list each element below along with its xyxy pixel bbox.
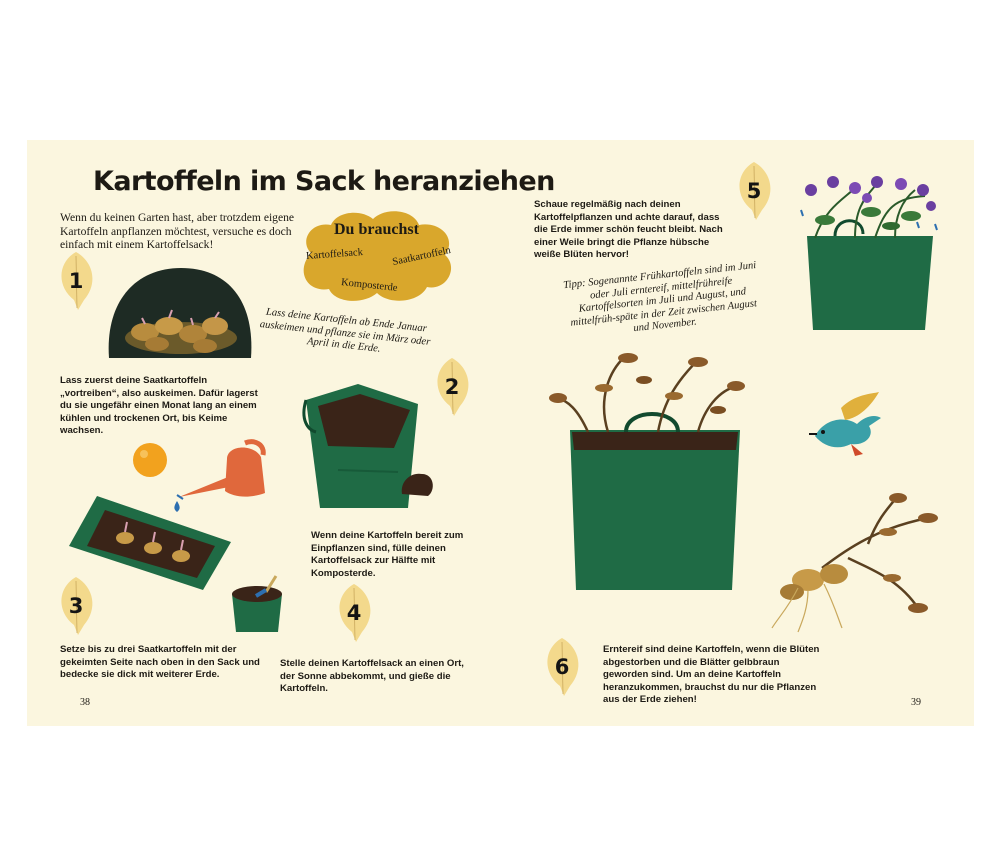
- materials-item: Kartoffelsack: [305, 247, 364, 262]
- step-number: 6: [554, 655, 570, 679]
- page-number: 39: [911, 697, 921, 708]
- soil-pot-illustration: [226, 572, 288, 638]
- soil-clump-illustration: [398, 468, 438, 500]
- materials-item: Saatkartoffeln: [391, 244, 452, 269]
- page-title: Kartoffeln im Sack heranziehen: [93, 166, 555, 197]
- step-number: 4: [346, 601, 362, 625]
- growing-sack-illustration: [548, 340, 763, 595]
- sprouting-potatoes-illustration: [105, 262, 255, 362]
- orange-illustration: [130, 441, 170, 479]
- step-text: Wenn deine Kartoffeln bereit zum Einpflanzen sind, fülle deinen Kartoffelsack zur Hälfte mit Komposterde.: [311, 530, 464, 579]
- planting-tip: Lass deine Kartoffeln ab Ende Januar auskeimen und pflanze sie im März oder April in die Erde.: [259, 306, 431, 355]
- materials-heading: Du brauchst: [334, 221, 419, 238]
- harvest-tip: Tipp: Sogenannte Frühkartoffeln sind im Juni oder Juli erntereif, mittelfrühreife Kartoffelsorten im Juli und August, und mittelfrüh-späte in der Zeit zwischen August und November.: [562, 260, 758, 335]
- planting-potatoes-illustration: [65, 490, 235, 595]
- step-badge: [730, 160, 778, 222]
- step-number: 5: [746, 179, 762, 203]
- step-badge: [330, 582, 378, 644]
- step-text: Stelle deinen Kartoffelsack an einen Ort, der Sonne abbekommt, und gieße die Kartoffeln.: [280, 658, 464, 695]
- page-number: 38: [80, 697, 90, 708]
- bird-illustration: [805, 388, 885, 458]
- harvested-plant-illustration: [768, 488, 943, 636]
- step-text: Setze bis zu drei Saatkartoffeln mit der gekeimten Seite nach oben in den Sack und bedecke sie dick mit weiterer Erde.: [60, 644, 260, 681]
- step-badge: [538, 636, 586, 698]
- step-text: Schaue regelmäßig nach deinen Kartoffelpflanzen und achte darauf, dass die Erde immer schön feucht bleibt. Nach einer Weile bringt die Pflanze hübsche weiße Blüten hervor!: [534, 199, 723, 261]
- step-text: Erntereif sind deine Kartoffeln, wenn die Blüten abgestorben und die Blätter gelbbraun geworden sind. Um an deine Kartoffeln heranzukommen, brauchst du nur die Pflanzen aus der Erde ziehen!: [603, 644, 820, 706]
- flowering-sack-illustration: [795, 168, 945, 336]
- step-badge: [52, 250, 100, 312]
- intro-text: Wenn du keinen Garten hast, aber trotzdem eigene Kartoffeln anpflanzen möchtest, versuche es doch einfach mit einem Kartoffelsack!: [60, 211, 295, 252]
- step-number: 3: [68, 594, 84, 618]
- materials-item: Komposterde: [340, 277, 398, 294]
- step-number: 2: [444, 375, 460, 399]
- step-number: 1: [68, 269, 84, 293]
- step-text: Lass zuerst deine Saatkartoffeln „vortreiben“, also auskeimen. Dafür lagerst du sie ungefähr einen Monat lang an einem kühlen und trockenen Ort, bis Keime wachsen.: [60, 375, 258, 437]
